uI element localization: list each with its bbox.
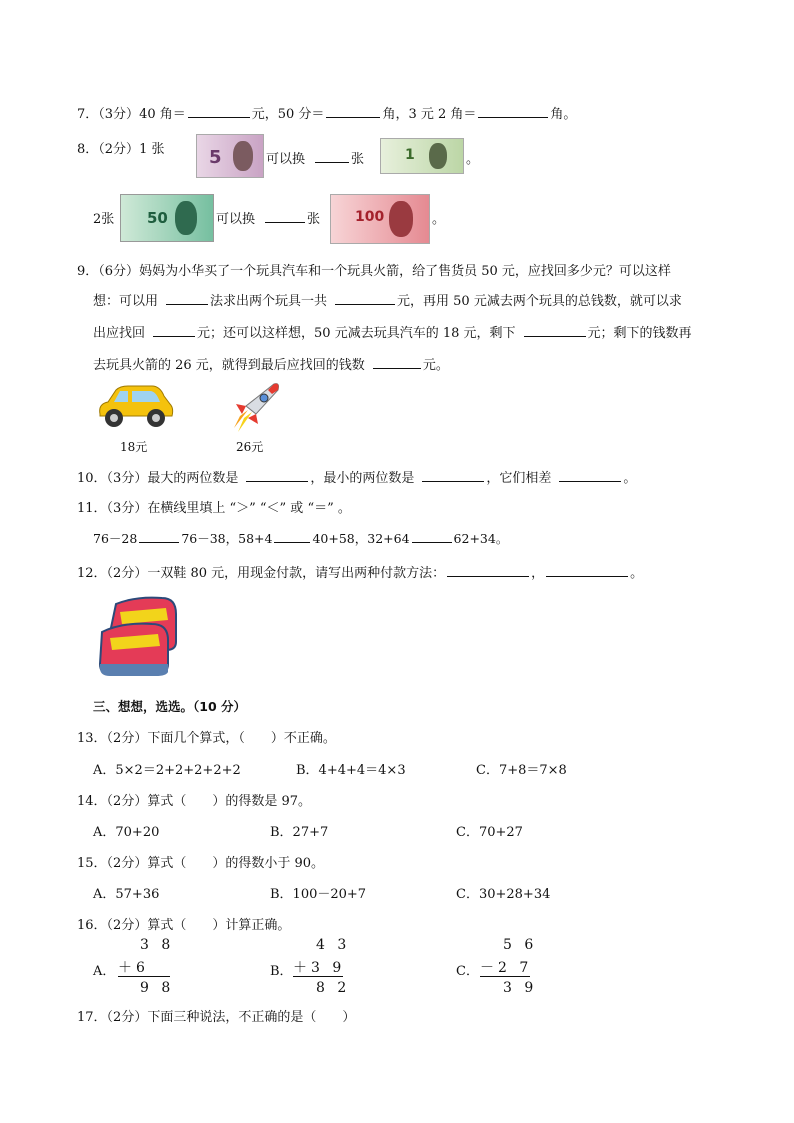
question-16: 16．（2分）算式（ ）计算正确。 <box>77 918 291 933</box>
sum-line <box>118 976 170 977</box>
toy-car-image <box>94 382 176 432</box>
answer-blank[interactable] <box>188 104 250 118</box>
answer-blank[interactable] <box>478 104 548 118</box>
option-b[interactable]: B．100－20+7 <box>270 887 367 902</box>
question-11: 11．（3分）在横线里填上 “＞” “＜” 或 “＝” 。 <box>77 501 351 516</box>
addend-top: 3 8 <box>140 937 175 953</box>
shoes-image <box>96 594 184 678</box>
option-b[interactable]: B．4+4+4＝4×3 <box>296 763 406 778</box>
section-title: 三、想想，选选。（10 分） <box>93 699 246 714</box>
answer-blank[interactable] <box>546 563 628 577</box>
option-c[interactable]: C．7+8＝7×8 <box>476 763 567 778</box>
banknote-5-yuan <box>196 134 264 178</box>
addend-top: 4 3 <box>316 937 351 953</box>
question-14: 14．（2分）算式（ ）的得数是 97。 <box>77 794 312 809</box>
answer-blank[interactable] <box>274 529 310 543</box>
option-c[interactable]: C．70+27 <box>456 825 523 840</box>
answer-blank[interactable] <box>153 323 195 337</box>
addend-bottom: ＋3 9 <box>293 960 346 976</box>
portrait-icon <box>175 201 197 235</box>
question-17: 17．（2分）下面三种说法，不正确的是（ ） <box>77 1010 356 1025</box>
note-value: 100 <box>355 209 385 225</box>
answer-blank[interactable] <box>422 468 484 482</box>
rocket-price: 26元 <box>236 440 264 454</box>
banknote-1-yuan <box>380 138 464 174</box>
portrait-icon <box>429 143 447 169</box>
answer-blank[interactable] <box>335 291 395 305</box>
answer-blank[interactable] <box>412 529 452 543</box>
answer-blank[interactable] <box>326 104 380 118</box>
option-c[interactable]: C．30+28+34 <box>456 887 551 902</box>
option-b-label[interactable]: B． <box>270 964 293 979</box>
option-b[interactable]: B．27+7 <box>270 825 329 840</box>
option-a[interactable]: A．57+36 <box>93 887 160 902</box>
answer-blank[interactable] <box>373 355 421 369</box>
sum-line <box>293 976 343 977</box>
answer-blank[interactable] <box>166 291 208 305</box>
option-a-label[interactable]: A． <box>93 964 116 979</box>
option-a[interactable]: A．70+20 <box>93 825 160 840</box>
question-13: 13．（2分）下面几个算式，（ ）不正确。 <box>77 731 336 746</box>
subtrahend: －2 7 <box>480 960 533 976</box>
option-c-label[interactable]: C． <box>456 964 479 979</box>
question-9: 9．（6分）妈妈为小华买了一个玩具汽车和一个玩具火箭，给了售货员 50 元，应找回多少元？可以这样 <box>77 264 671 279</box>
minuend: 5 6 <box>503 937 538 953</box>
portrait-icon <box>389 201 413 237</box>
note-value: 1 <box>405 147 415 163</box>
toy-rocket-image <box>226 380 284 436</box>
note-value: 5 <box>209 147 222 168</box>
banknote-50-yuan <box>120 194 214 242</box>
question-12: 12．（2分）一双鞋 80 元，用现金付款，请写出两种付款方法： ， 。 <box>77 562 643 581</box>
result: 8 2 <box>316 980 351 996</box>
answer-blank[interactable] <box>139 529 179 543</box>
answer-blank[interactable] <box>447 563 529 577</box>
question-8: 8．（2分）1 张 <box>77 142 165 157</box>
portrait-icon <box>233 141 253 171</box>
question-7: 7．（3分）40 角＝ 元，50 分＝ 角，3 元 2 角＝ 角。 <box>77 103 576 122</box>
note-value: 50 <box>147 209 168 227</box>
addend-bottom: ＋6 <box>118 960 149 976</box>
question-15: 15．（2分）算式（ ）的得数小于 90。 <box>77 856 325 871</box>
banknote-100-yuan <box>330 194 430 244</box>
question-10: 10．（3分）最大的两位数是 ，最小的两位数是 ，它们相差 。 <box>77 467 636 486</box>
answer-blank[interactable] <box>246 468 308 482</box>
answer-blank[interactable] <box>524 323 586 337</box>
answer-blank[interactable] <box>265 209 305 223</box>
answer-blank[interactable] <box>559 468 621 482</box>
option-a[interactable]: A．5×2＝2+2+2+2+2 <box>93 763 241 778</box>
answer-blank[interactable] <box>315 149 349 163</box>
result: 3 9 <box>503 980 538 996</box>
difference-line <box>480 976 530 977</box>
result: 9 8 <box>140 980 175 996</box>
car-price: 18元 <box>120 440 148 454</box>
